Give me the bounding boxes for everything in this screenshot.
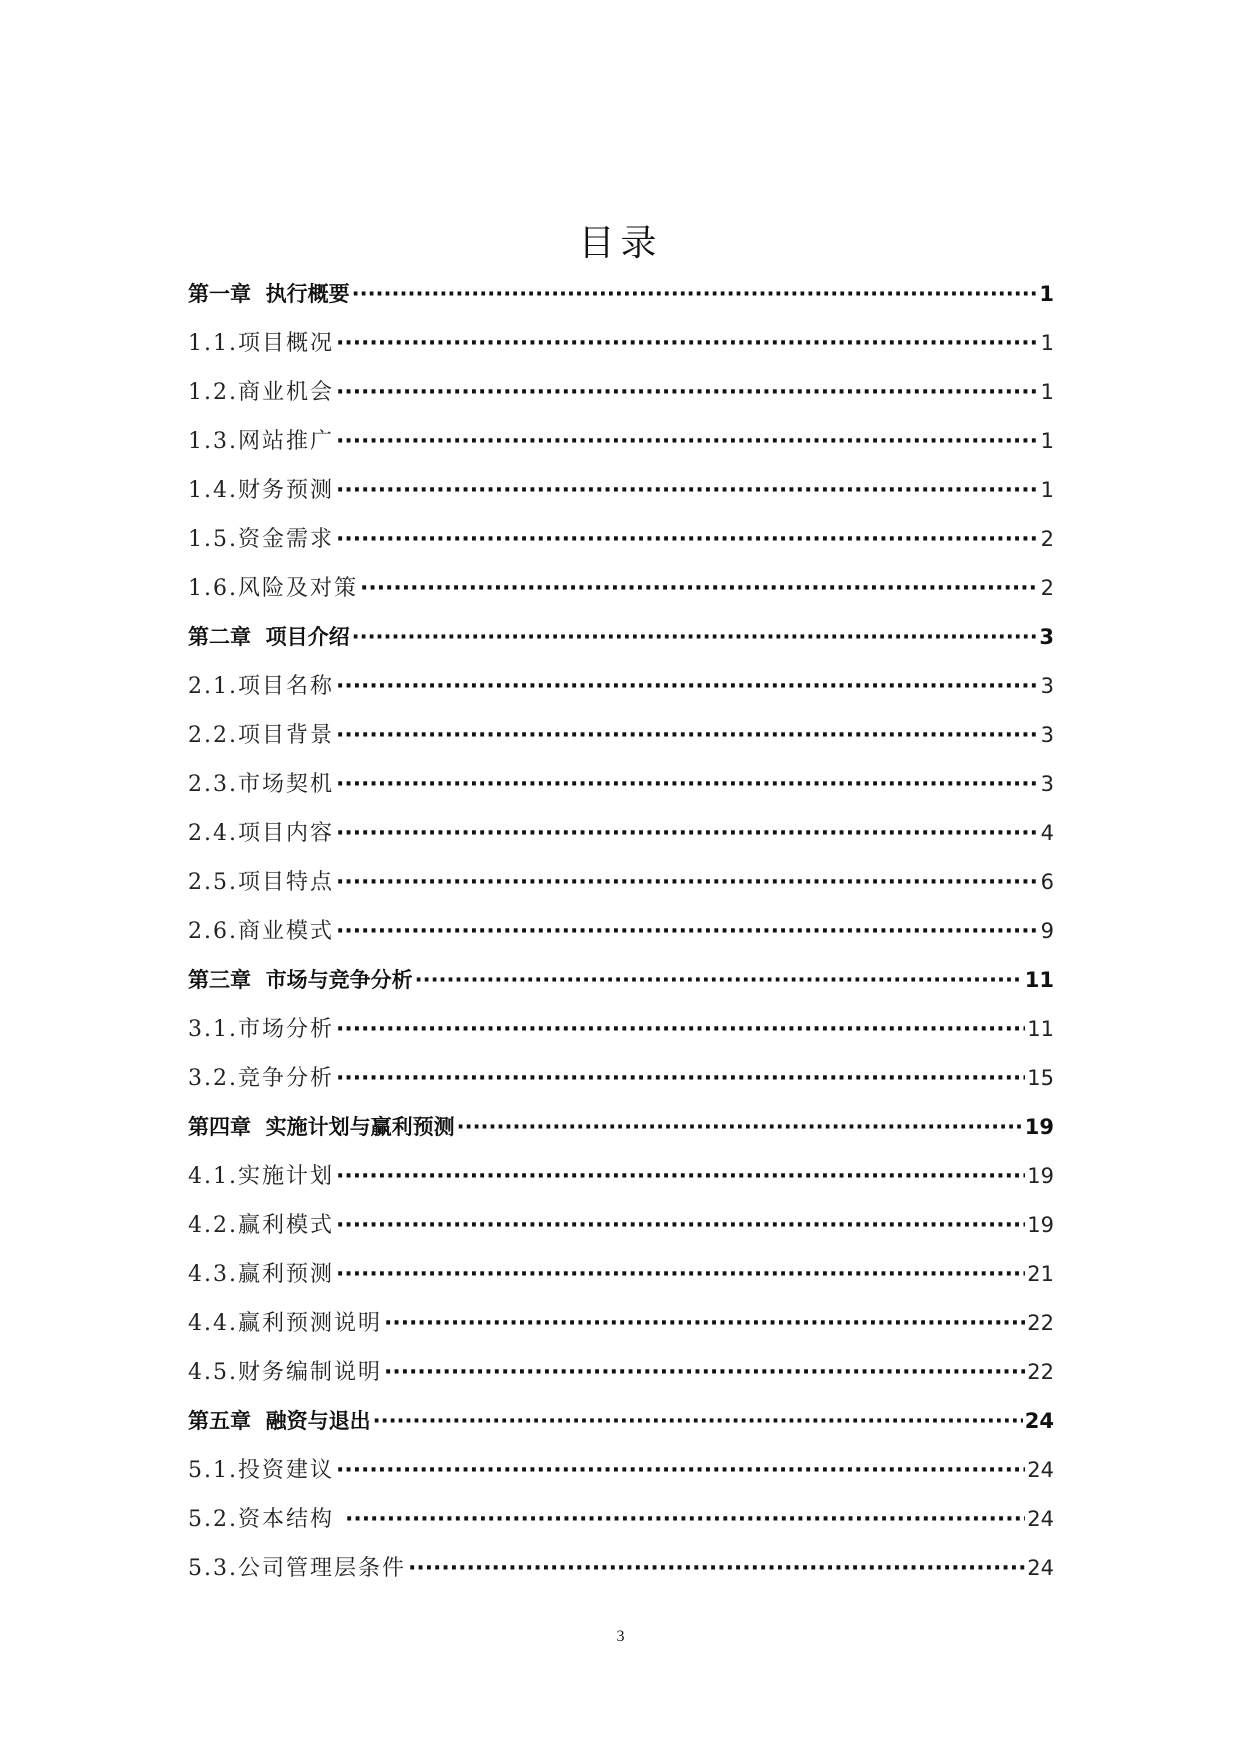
toc-entry-page: 1 <box>1040 380 1054 404</box>
toc-dot-leader <box>336 760 1039 809</box>
toc-entry-label: 第五章 融资与退出 <box>188 1409 371 1433</box>
toc-entry-page: 21 <box>1027 1262 1054 1286</box>
toc-dot-leader <box>336 515 1039 564</box>
toc-dot-leader <box>336 662 1039 711</box>
toc-dot-leader <box>345 1495 1025 1544</box>
toc-entry-label: 5.1.投资建议 <box>188 1458 334 1483</box>
toc-dot-leader <box>336 1152 1025 1201</box>
page-number: 3 <box>616 1628 625 1645</box>
toc-entry-label: 4.4.赢利预测说明 <box>188 1311 382 1336</box>
toc-entry-page: 11 <box>1024 968 1054 992</box>
toc-section-entry[interactable] <box>188 760 1054 809</box>
toc-section-entry[interactable] <box>188 1348 1054 1397</box>
toc-entry-label: 4.3.赢利预测 <box>188 1262 334 1287</box>
toc-dot-leader <box>336 1446 1025 1495</box>
toc-entry-label: 2.5.项目特点 <box>188 870 334 895</box>
toc-dot-leader <box>360 564 1039 613</box>
toc-entry-label: 2.3.市场契机 <box>188 772 334 797</box>
toc-dot-leader <box>373 1397 1023 1446</box>
toc-dot-leader <box>336 368 1039 417</box>
toc-section-entry[interactable] <box>188 1201 1054 1250</box>
toc-dot-leader <box>408 1544 1025 1593</box>
toc-dot-leader <box>336 1005 1025 1054</box>
toc-entry-label: 3.1.市场分析 <box>188 1017 334 1042</box>
toc-dot-leader <box>336 858 1039 907</box>
toc-dot-leader <box>384 1299 1025 1348</box>
toc-entry-page: 24 <box>1024 1409 1054 1433</box>
toc-entry-label: 5.3.公司管理层条件 <box>188 1556 406 1581</box>
toc-section-entry[interactable] <box>188 1152 1054 1201</box>
toc-entry-page: 3 <box>1040 723 1054 747</box>
toc-chapter-entry[interactable] <box>188 956 1054 1005</box>
toc-entry-label: 4.1.实施计划 <box>188 1164 334 1189</box>
toc-entry-label: 第二章 项目介绍 <box>188 625 350 649</box>
toc-entry-page: 19 <box>1027 1164 1054 1188</box>
toc-section-entry[interactable] <box>188 466 1054 515</box>
toc-entry-label: 2.1.项目名称 <box>188 674 334 699</box>
toc-entry-page: 1 <box>1040 478 1054 502</box>
toc-entry-label: 第三章 市场与竞争分析 <box>188 968 413 992</box>
toc-dot-leader <box>336 319 1039 368</box>
toc-entry-label: 1.6.风险及对策 <box>188 576 358 601</box>
toc-entry-page: 1 <box>1040 331 1054 355</box>
toc-entry-page: 19 <box>1024 1115 1054 1139</box>
toc-entry-label: 1.5.资金需求 <box>188 527 334 552</box>
toc-entry-page: 6 <box>1040 870 1054 894</box>
toc-section-entry[interactable] <box>188 319 1054 368</box>
toc-entry-page: 2 <box>1040 576 1054 600</box>
toc-section-entry[interactable] <box>188 564 1054 613</box>
toc-section-entry[interactable] <box>188 1250 1054 1299</box>
toc-chapter-entry[interactable] <box>188 1397 1054 1446</box>
toc-chapter-entry[interactable] <box>188 613 1054 662</box>
toc-entry-page: 11 <box>1027 1017 1054 1041</box>
toc-section-entry[interactable] <box>188 1446 1054 1495</box>
toc-section-entry[interactable] <box>188 662 1054 711</box>
toc-dot-leader <box>336 1201 1025 1250</box>
toc-entry-label: 1.4.财务预测 <box>188 478 334 503</box>
toc-dot-leader <box>336 907 1039 956</box>
toc-dot-leader <box>352 613 1038 662</box>
toc-entry-page: 2 <box>1040 527 1054 551</box>
toc-section-entry[interactable] <box>188 1544 1054 1593</box>
toc-dot-leader <box>336 417 1039 466</box>
toc-entry-label: 4.5.财务编制说明 <box>188 1360 382 1385</box>
toc-chapter-entry[interactable] <box>188 1103 1054 1152</box>
toc-entry-label: 4.2.赢利模式 <box>188 1213 334 1238</box>
toc-section-entry[interactable] <box>188 907 1054 956</box>
toc-section-entry[interactable] <box>188 368 1054 417</box>
toc-entry-label: 3.2.竞争分析 <box>188 1066 334 1091</box>
toc-entry-label: 1.1.项目概况 <box>188 331 334 356</box>
toc-entry-label: 第四章 实施计划与赢利预测 <box>188 1115 455 1139</box>
toc-section-entry[interactable] <box>188 711 1054 760</box>
toc-section-entry[interactable] <box>188 809 1054 858</box>
toc-entry-label: 2.2.项目背景 <box>188 723 334 748</box>
toc-entry-page: 1 <box>1040 429 1054 453</box>
toc-section-entry[interactable] <box>188 1299 1054 1348</box>
toc-section-entry[interactable] <box>188 1495 1054 1544</box>
toc-dot-leader <box>336 809 1039 858</box>
toc-dot-leader <box>336 711 1039 760</box>
toc-entry-label: 1.2.商业机会 <box>188 380 334 405</box>
toc-entry-page: 4 <box>1040 821 1054 845</box>
toc-entry-label: 1.3.网站推广 <box>188 429 334 454</box>
toc-entry-page: 24 <box>1027 1507 1054 1531</box>
toc-entry-page: 15 <box>1027 1066 1054 1090</box>
toc-entry-page: 19 <box>1027 1213 1054 1237</box>
toc-chapter-entry[interactable] <box>188 270 1054 319</box>
toc-section-entry[interactable] <box>188 515 1054 564</box>
toc-dot-leader <box>336 1054 1025 1103</box>
toc-entry-label: 2.4.项目内容 <box>188 821 334 846</box>
toc-entry-page: 9 <box>1040 919 1054 943</box>
toc-dot-leader <box>352 270 1038 319</box>
toc-entry-page: 1 <box>1039 282 1054 306</box>
toc-dot-leader <box>415 956 1023 1005</box>
toc-entry-label: 5.2.资本结构 <box>188 1507 343 1532</box>
toc-entry-page: 3 <box>1040 772 1054 796</box>
toc-entry-label: 2.6.商业模式 <box>188 919 334 944</box>
toc-dot-leader <box>457 1103 1023 1152</box>
toc-dot-leader <box>336 466 1039 515</box>
toc-entry-page: 24 <box>1027 1556 1054 1580</box>
toc-entry-page: 3 <box>1039 625 1054 649</box>
toc-entry-page: 24 <box>1027 1458 1054 1482</box>
toc-section-entry[interactable] <box>188 1054 1054 1103</box>
toc-dot-leader <box>336 1250 1025 1299</box>
toc-entry-label: 第一章 执行概要 <box>188 282 350 306</box>
table-of-contents <box>188 270 1054 1593</box>
toc-section-entry[interactable] <box>188 417 1054 466</box>
toc-entry-page: 3 <box>1040 674 1054 698</box>
toc-entry-page: 22 <box>1027 1360 1054 1384</box>
toc-title: 目录 <box>578 223 663 264</box>
toc-section-entry[interactable] <box>188 1005 1054 1054</box>
toc-dot-leader <box>384 1348 1025 1397</box>
toc-entry-page: 22 <box>1027 1311 1054 1335</box>
toc-section-entry[interactable] <box>188 858 1054 907</box>
